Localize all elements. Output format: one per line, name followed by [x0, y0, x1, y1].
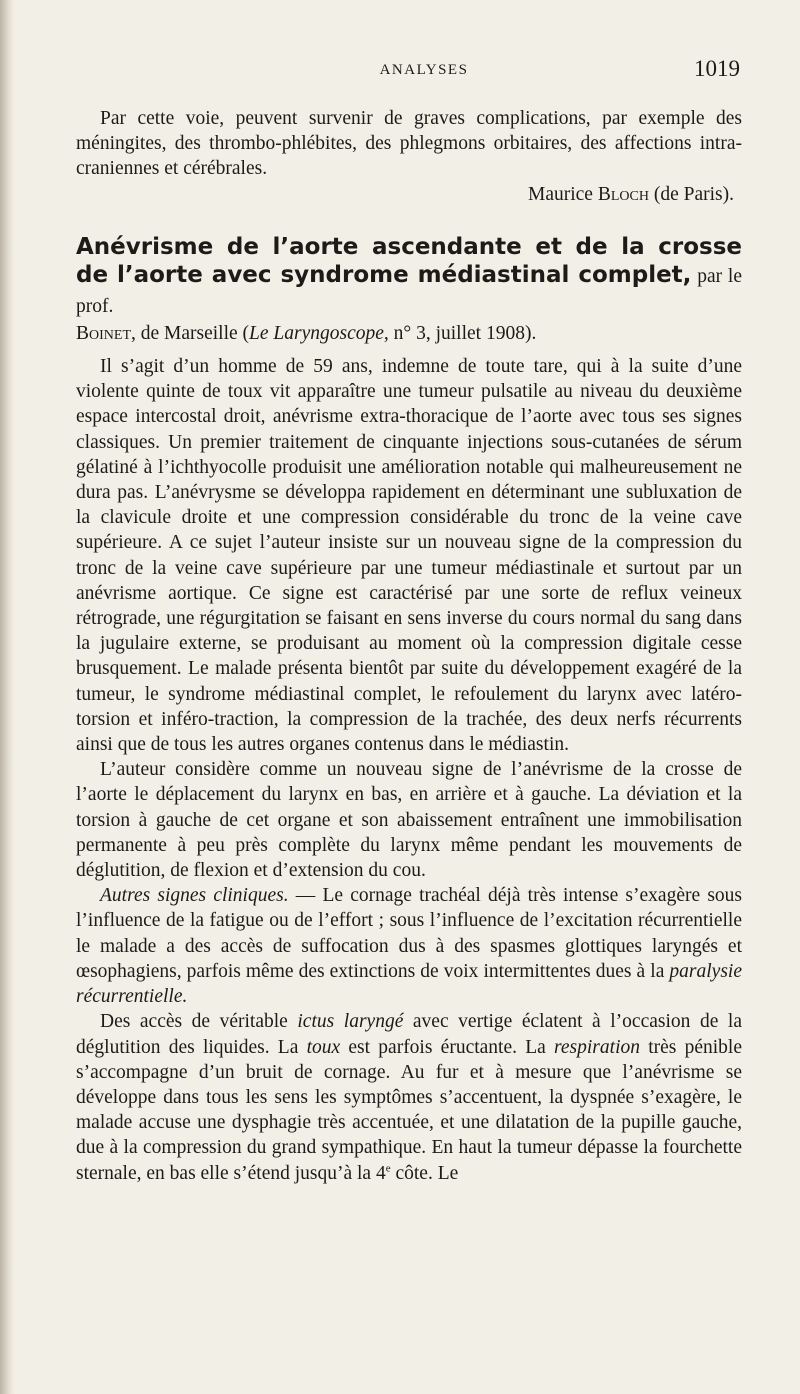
- article-paragraph-2: L’auteur considère comme un nouveau signe de l’anévrisme de la crosse de l’aorte le déplacement du larynx en bas, en arrière et à gauche. La déviation et la torsion à gauche de cet organe et son abaissement entraînent une immobilisation permanente à peu près complète du larynx même pendant les mouvements de déglutition, de flexion et d’extension du cou.: [76, 759, 742, 882]
- signature-last-name: Bloch: [597, 183, 649, 205]
- clinical-signs-text: — Le cornage trachéal déjà très intense s’exagère sous l’influence de la fatigue ou de l’effort ; sous l’influence de l’excitation récurrentielle le malade a des accès de suffocation dus à des spasmes glottiques laryngés et œsophagiens, parfois même des extinctions de voix intermittentes dues à la: [76, 885, 742, 982]
- ordinal-superscript: e: [385, 1162, 391, 1175]
- signature-city: (de Paris).: [648, 183, 734, 205]
- article-paragraph-4: [76, 1009, 742, 1185]
- article-author: Boinet: [76, 322, 131, 344]
- article-paragraph-3: [76, 883, 742, 1009]
- clinical-signs-lead: Autres signes cliniques.: [100, 885, 289, 907]
- paragraph-4-text-b: avec vertige éclatent à l’occasion de la déglutition des liquides. La: [76, 1011, 742, 1058]
- article-paragraph-1: Il s’agit d’un homme de 59 ans, indemne de toute tare, qui à la suite d’une violente quinte de toux vit apparaître une tumeur pulsatile au niveau du deuxième espace intercostal droit, anévrisme extra-thoracique de l’aorte avec tous ses signes classiques. Un premier traitement de cinquante injections sous-cutanées de sérum gélatiné à l’ichthyocolle produisit une amélioration notable qui malheureusement ne dura pas. L’anévrysme se développa rapidement en déterminant une subluxation de la clavicule droite et une compression considérable du tronc de la veine cave supérieure. A ce sujet l’auteur insiste sur un nouveau signe de la compression du tronc de la veine cave supérieure par une tumeur médiastinale et surtout par un anévrisme aortique. Ce signe est caractérisé par une sorte de reflux veineux rétrograde, une régurgitation se faisant en sens inverse du cours normal du sang dans la jugulaire externe, se produisant au moment où la compression digitale cesse brusquement. Le malade présenta bientôt par suite du développement exagéré de la tumeur, le syndrome médiastinal complet, le refoulement du larynx avec latéro-torsion et inféro-traction, la compression de la trachée, des deux nerfs récurrents ainsi que de tous les autres organes contenus dans le médiastin.: [76, 356, 742, 756]
- article-citation: [76, 321, 742, 346]
- page-number: 1019: [694, 56, 740, 81]
- journal-issue: , n° 3, juillet 1908).: [383, 322, 537, 344]
- paragraph-4-text-c: est parfois éructante. La: [340, 1036, 555, 1058]
- running-head: [76, 52, 742, 88]
- page-binding-edge: [0, 0, 14, 1394]
- article-title: [76, 233, 742, 321]
- article-byline: par le prof.: [76, 265, 742, 317]
- article-author-origin: , de Marseille (: [131, 322, 250, 344]
- paragraph-4-text-d: très pénible s’accompagne d’un bruit de cornage. Au fur et à mesure que l’anévrisme se développe dans tous les sens les symptômes s’accentuent, la dyspnée s’exagère, le malade accuse une dysphagie très accentuée, et une dilatation de la pupille gauche, due à la compression du grand sympathique. En haut la tumeur dépasse la fourchette sternale, en bas elle s’étend jusqu’à la 4: [76, 1036, 742, 1184]
- ictus-laryngé-term: ictus laryngé: [297, 1011, 404, 1033]
- paragraph-4-text-e: côte. Le: [390, 1162, 459, 1184]
- paragraph-4-text-a: Des accès de véritable: [100, 1011, 298, 1033]
- intro-paragraph: Par cette voie, peuvent survenir de graves complications, par exemple des méningites, des thrombo-phlébites, des phlegmons orbitaires, des affections intra-craniennes et cérébrales.: [76, 108, 742, 180]
- running-title: ANALYSES: [379, 62, 469, 78]
- respiration-term: respiration: [554, 1036, 640, 1058]
- toux-term: toux: [306, 1036, 341, 1058]
- journal-page: [76, 52, 742, 1186]
- article-title-text: Anévrisme de l’aorte ascendante et de la crosse de l’aorte avec syndrome médiastinal complet,: [76, 233, 742, 288]
- recurrent-paralysis-term: paralysie récurrentielle.: [76, 960, 742, 1008]
- signature-first-name: Maurice: [528, 183, 598, 205]
- intro-signature: [76, 182, 742, 207]
- journal-name: Le Laryngoscope: [249, 322, 384, 344]
